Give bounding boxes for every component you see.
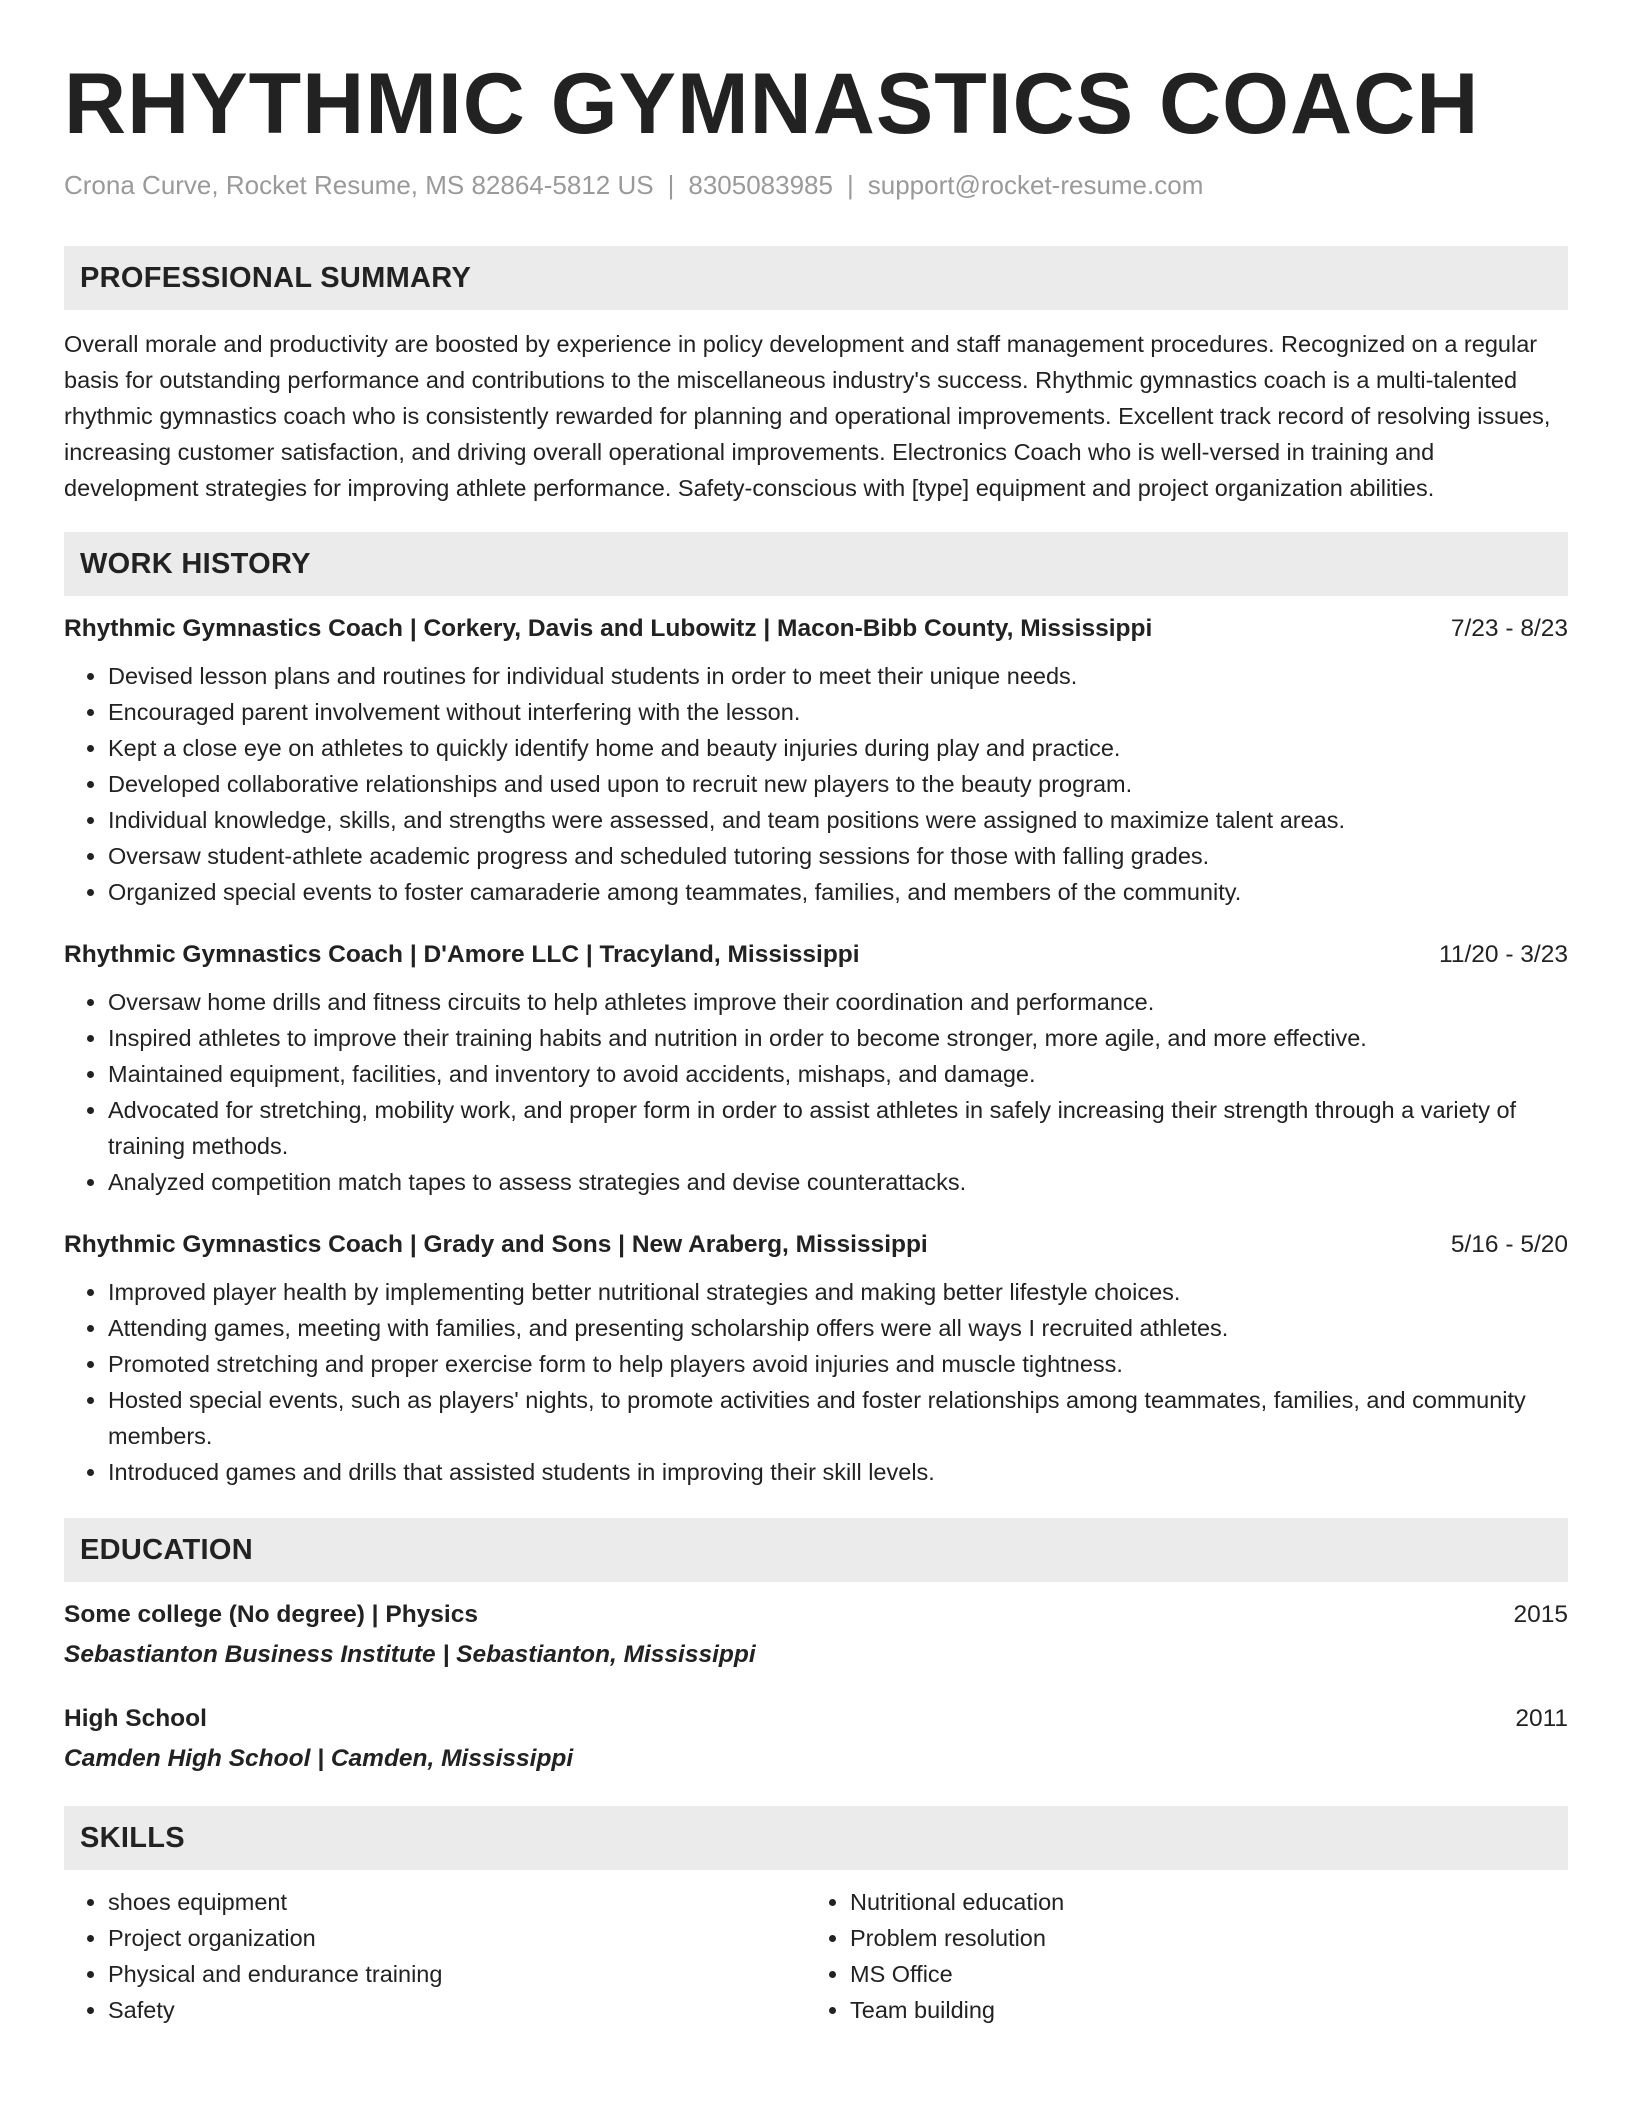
job-bullet: • Organized special events to foster camaraderie among teammates, families, and members of the community. [108, 874, 1568, 910]
job-dates: 7/23 - 8/23 [1450, 615, 1568, 642]
job-bullet: • Developed collaborative relationships and used upon to recruit new players to the beauty program. [108, 766, 1568, 802]
contact-separator: | [667, 170, 675, 200]
skills-columns [64, 1884, 1568, 2028]
job-title: Rhythmic Gymnastics Coach | Grady and Sons | New Araberg, Mississippi [64, 1231, 928, 1258]
job-bullet: • Hosted special events, such as players' nights, to promote activities and foster relationships among teammates, families, and community members. [108, 1382, 1568, 1454]
job-entry [64, 938, 1568, 1200]
job-bullet: • Attending games, meeting with families, and presenting scholarship offers were all ways I recruited athletes. [108, 1310, 1568, 1346]
job-bullet: • Devised lesson plans and routines for individual students in order to meet their unique needs. [108, 658, 1568, 694]
contact-phone: 8305083985 [688, 170, 833, 200]
education-degree: Some college (No degree) | Physics [64, 1601, 478, 1628]
contact-email: support@rocket-resume.com [867, 170, 1204, 200]
job-entry [64, 1228, 1568, 1490]
job-entry [64, 612, 1568, 910]
contact-separator: | [846, 170, 854, 200]
education-entry [64, 1598, 1568, 1672]
education-school: Camden High School | Camden, Mississippi [64, 1745, 574, 1772]
job-bullet: • Individual knowledge, skills, and strengths were assessed, and team positions were assigned to maximize talent areas. [108, 802, 1568, 838]
section-header-summary: PROFESSIONAL SUMMARY [64, 246, 1568, 310]
contact-line [64, 168, 1568, 202]
job-header [64, 1228, 1568, 1262]
job-bullet: • Advocated for stretching, mobility work, and proper form in order to assist athletes in safely increasing their strength through a variety of training methods. [108, 1092, 1568, 1164]
job-bullets [64, 984, 1568, 1200]
job-bullet: • Promoted stretching and proper exercise form to help players avoid injuries and muscle tightness. [108, 1346, 1568, 1382]
job-header [64, 612, 1568, 646]
education-entry [64, 1702, 1568, 1776]
job-bullet: • Encouraged parent involvement without interfering with the lesson. [108, 694, 1568, 730]
job-bullets [64, 658, 1568, 910]
job-bullet: • Kept a close eye on athletes to quickly identify home and beauty injuries during play and practice. [108, 730, 1568, 766]
section-header-work-history: WORK HISTORY [64, 532, 1568, 596]
skill-item: • Team building [850, 1992, 1548, 2028]
job-bullet: • Analyzed competition match tapes to assess strategies and devise counterattacks. [108, 1164, 1568, 1200]
job-title: Rhythmic Gymnastics Coach | Corkery, Davis and Lubowitz | Macon-Bibb County, Mississippi [64, 615, 1153, 642]
job-bullet: • Inspired athletes to improve their training habits and nutrition in order to become stronger, more agile, and more effective. [108, 1020, 1568, 1056]
job-bullet: • Improved player health by implementing better nutritional strategies and making better lifestyle choices. [108, 1274, 1568, 1310]
education-header [64, 1598, 1568, 1632]
skill-item: • Project organization [108, 1920, 806, 1956]
section-header-skills: SKILLS [64, 1806, 1568, 1870]
skill-item: • Safety [108, 1992, 806, 2028]
section-header-education: EDUCATION [64, 1518, 1568, 1582]
job-dates: 11/20 - 3/23 [1439, 941, 1568, 968]
job-dates: 5/16 - 5/20 [1450, 1231, 1568, 1258]
summary-text: Overall morale and productivity are boosted by experience in policy development and staff management procedures. Recognized on a regular basis for outstanding performance and contributions to the miscellaneous industry's success. Rhythmic gymnastics coach is a multi-talented rhythmic gymnastics coach who is consistently rewarded for planning and operational improvements. Excellent track record of resolving issues, increasing customer satisfaction, and driving overall operational improvements. Electronics Coach who is well-versed in training and development strategies for improving athlete performance. Safety-conscious with [type] equipment and project organization abilities. [64, 331, 1551, 501]
education-year: 2015 [1513, 1601, 1568, 1628]
job-bullet: • Maintained equipment, facilities, and inventory to avoid accidents, mishaps, and damage. [108, 1056, 1568, 1092]
job-header [64, 938, 1568, 972]
job-title: Rhythmic Gymnastics Coach | D'Amore LLC | Tracyland, Mississippi [64, 941, 860, 968]
job-bullets [64, 1274, 1568, 1490]
job-bullet: • Oversaw home drills and fitness circuits to help athletes improve their coordination and performance. [108, 984, 1568, 1020]
education-year: 2011 [1515, 1705, 1568, 1732]
skill-item: • Problem resolution [850, 1920, 1548, 1956]
education-degree: High School [64, 1705, 207, 1732]
skill-item: • Nutritional education [850, 1884, 1548, 1920]
skills-list-left [64, 1884, 806, 2028]
contact-address: Crona Curve, Rocket Resume, MS 82864-5812 US [64, 170, 654, 200]
candidate-name: RHYTHMIC GYMNASTICS COACH [64, 56, 1480, 152]
skill-item: • Physical and endurance training [108, 1956, 806, 1992]
resume-page [64, 52, 1568, 2028]
education-school: Sebastianton Business Institute | Sebastianton, Mississippi [64, 1641, 756, 1668]
job-bullet: • Oversaw student-athlete academic progress and scheduled tutoring sessions for those with falling grades. [108, 838, 1568, 874]
skill-item: • shoes equipment [108, 1884, 806, 1920]
skill-item: • MS Office [850, 1956, 1548, 1992]
skills-list-right [806, 1884, 1548, 2028]
education-header [64, 1702, 1568, 1736]
job-bullet: • Introduced games and drills that assisted students in improving their skill levels. [108, 1454, 1568, 1490]
